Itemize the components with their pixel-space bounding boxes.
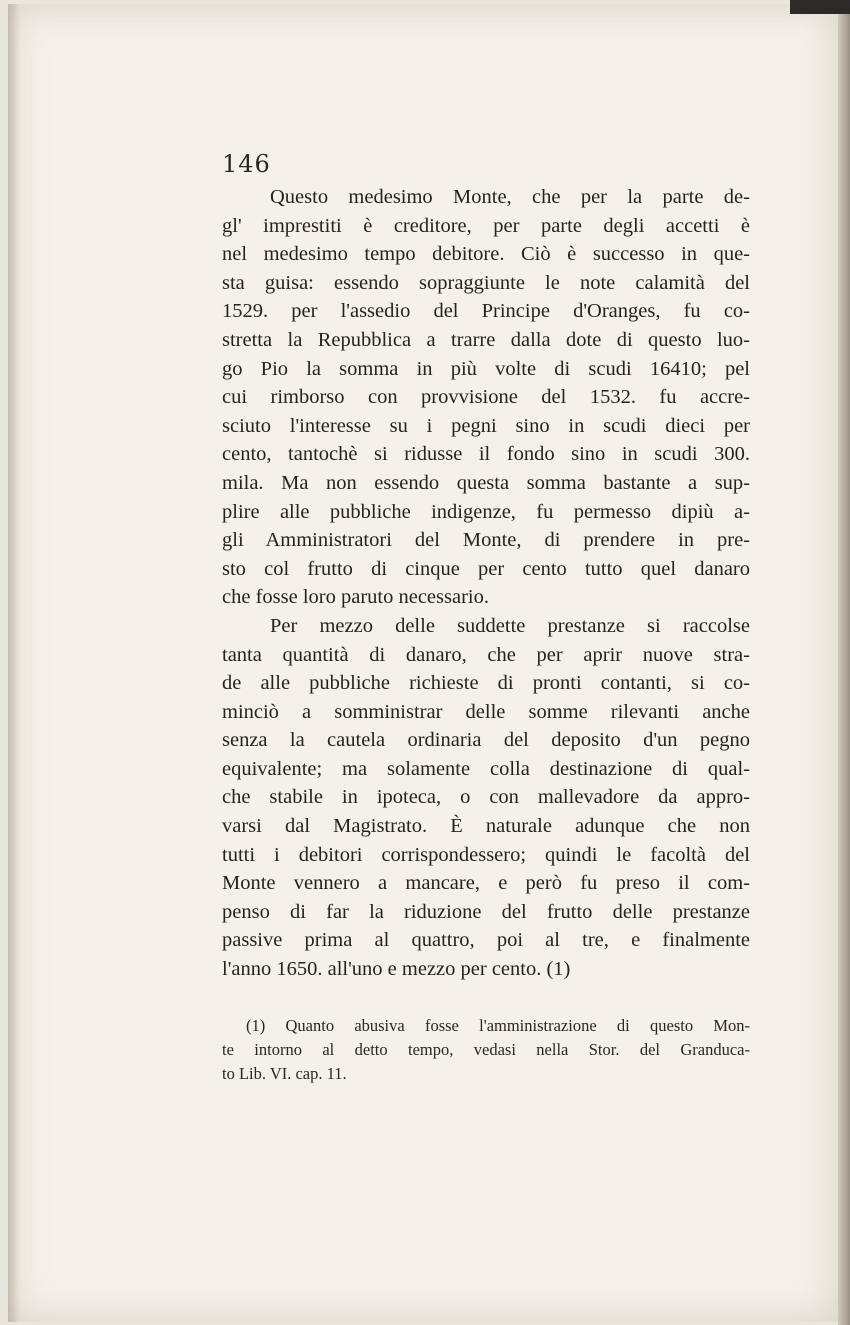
text-line: che fosse loro paruto necessario. (222, 586, 489, 609)
text-line: mila. Ma non essendo questa somma bastante a sup- (222, 471, 750, 494)
text-line: tanta quantità di danaro, che per aprir nuove stra- (222, 643, 750, 666)
cover-corner (790, 0, 850, 14)
text-line: plire alle pubbliche indigenze, fu permesso dipiù a- (222, 500, 750, 523)
text-line: che stabile in ipoteca, o con mallevadore da appro- (222, 786, 750, 809)
footnote-line: to Lib. VI. cap. 11. (222, 1064, 347, 1083)
text-line: equivalente; ma solamente colla destinazione di qual- (222, 757, 750, 780)
text-line: nel medesimo tempo debitore. Ciò è successo in que- (222, 243, 750, 266)
text-line: minciò a somministrar delle somme rilevanti anche (222, 700, 750, 723)
text-line: senza la cautela ordinaria del deposito d'un pegno (222, 729, 750, 752)
text-line: go Pio la somma in più volte di scudi 16410; pel (222, 357, 750, 380)
text-line: penso di far la riduzione del frutto delle prestanze (222, 900, 750, 923)
text-line: varsi dal Magistrato. È naturale adunque che non (222, 815, 750, 838)
text-line: sto col frutto di cinque per cento tutto quel danaro (222, 557, 750, 580)
text-line: sta guisa: essendo sopraggiunte le note calamità del (222, 271, 750, 294)
page-number: 146 (222, 150, 271, 178)
text-line: passive prima al quattro, poi al tre, e finalmente (222, 929, 750, 952)
text-line: stretta la Repubblica a trarre dalla dote di questo luo- (222, 328, 750, 351)
text-line: 1529. per l'assedio del Principe d'Oranges, fu co- (222, 300, 750, 323)
text-line: gli Amministratori del Monte, di prendere in pre- (222, 529, 750, 552)
text-line: Monte vennero a mancare, e però fu preso il com- (222, 872, 750, 895)
footnote-line: (1) Quanto abusiva fosse l'amministrazione di questo Mon- (246, 1016, 750, 1035)
text-line: cui rimborso con provvisione del 1532. fu accre- (222, 386, 750, 409)
text-line: tutti i debitori corrispondessero; quindi le facoltà del (222, 843, 750, 866)
text-line: cento, tantochè si ridusse il fondo sino in scudi 300. (222, 443, 750, 466)
main-text (222, 183, 750, 984)
text-line: sciuto l'interesse su i pegni sino in scudi dieci per (222, 414, 750, 437)
footnote (222, 1014, 750, 1086)
text-line: Questo medesimo Monte, che per la parte de- (270, 186, 750, 208)
page-edge (838, 0, 850, 1325)
paragraph-1 (222, 183, 750, 612)
paragraph-2 (222, 612, 750, 984)
footnote-line: te intorno al detto tempo, vedasi nella Stor. del Granduca- (222, 1040, 750, 1059)
text-line: de alle pubbliche richieste di pronti contanti, si co- (222, 672, 750, 695)
text-line: gl' imprestiti è creditore, per parte degli accetti è (222, 214, 750, 237)
text-line: Per mezzo delle suddette prestanze si raccolse (270, 614, 750, 637)
text-line: l'anno 1650. all'uno e mezzo per cento. (1) (222, 958, 571, 981)
